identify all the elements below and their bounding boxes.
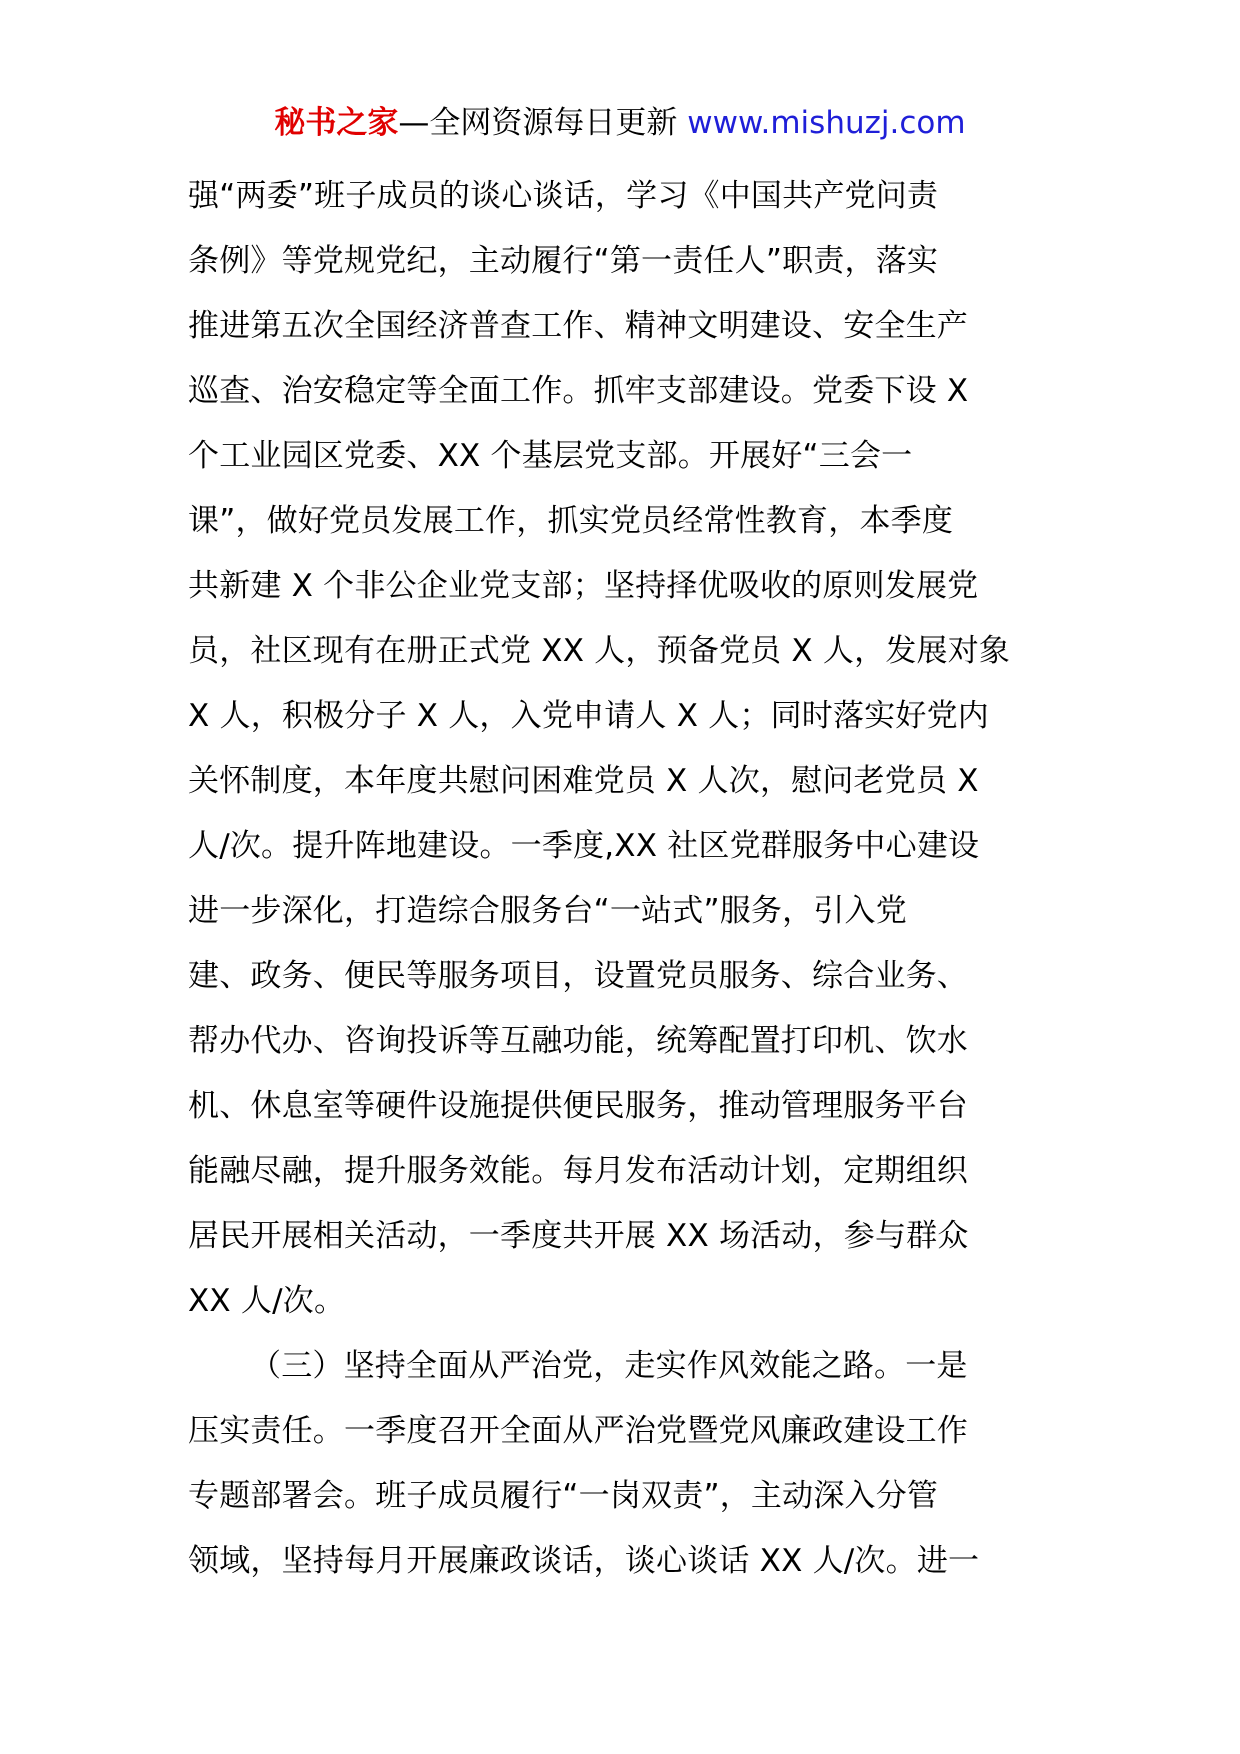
text-line: 领域，坚持每月开展廉政谈话，谈心谈话 XX 人/次。进一 — [188, 1543, 980, 1579]
text-line: X 人，积极分子 X 人，入党申请人 X 人；同时落实好党内 — [188, 698, 989, 734]
site-url-link[interactable]: www.mishuzj.com — [687, 105, 966, 141]
text-line: XX 人/次。 — [188, 1283, 346, 1319]
document-body — [188, 164, 1058, 1594]
header-tagline: —全网资源每日更新 — [398, 105, 678, 141]
text-line: 课”，做好党员发展工作，抓实党员经常性教育，本季度 — [188, 503, 954, 539]
text-line: 机、休息室等硬件设施提供便民服务，推动管理服务平台 — [188, 1088, 968, 1124]
text-line: 强“两委”班子成员的谈心谈话，学习《中国共产党问责 — [188, 178, 939, 214]
text-line: 条例》等党规党纪，主动履行“第一责任人”职责，落实 — [188, 243, 939, 279]
text-line: 压实责任。一季度召开全面从严治党暨党风廉政建设工作 — [188, 1413, 968, 1449]
text-line: 人/次。提升阵地建设。一季度,XX 社区党群服务中心建设 — [188, 828, 980, 864]
text-line: 巡查、治安稳定等全面工作。抓牢支部建设。党委下设 X — [188, 373, 969, 409]
text-line: 进一步深化，打造综合服务台“一站式”服务，引入党 — [188, 893, 907, 929]
text-line: 能融尽融，提升服务效能。每月发布活动计划，定期组织 — [188, 1153, 968, 1189]
text-line: 关怀制度，本年度共慰问困难党员 X 人次，慰问老党员 X — [188, 763, 979, 799]
text-line: 推进第五次全国经济普查工作、精神文明建设、安全生产 — [188, 308, 968, 344]
text-line: 专题部署会。班子成员履行“一岗双责”，主动深入分管 — [188, 1478, 939, 1514]
section-heading-line: （三）坚持全面从严治党，走实作风效能之路。一是 — [250, 1348, 968, 1384]
text-line: 员，社区现有在册正式党 XX 人，预备党员 X 人，发展对象 — [188, 633, 1011, 669]
text-line: 共新建 X 个非公企业党支部；坚持择优吸收的原则发展党 — [188, 568, 979, 604]
text-line: 建、政务、便民等服务项目，设置党员服务、综合业务、 — [188, 958, 968, 994]
text-line: 个工业园区党委、XX 个基层党支部。开展好“三会一 — [188, 438, 913, 474]
brand-name: 秘书之家 — [274, 105, 399, 141]
text-line: 帮办代办、咨询投诉等互融功能，统筹配置打印机、饮水 — [188, 1023, 968, 1059]
page-header — [0, 100, 1240, 146]
text-line: 居民开展相关活动，一季度共开展 XX 场活动，参与群众 — [188, 1218, 969, 1254]
